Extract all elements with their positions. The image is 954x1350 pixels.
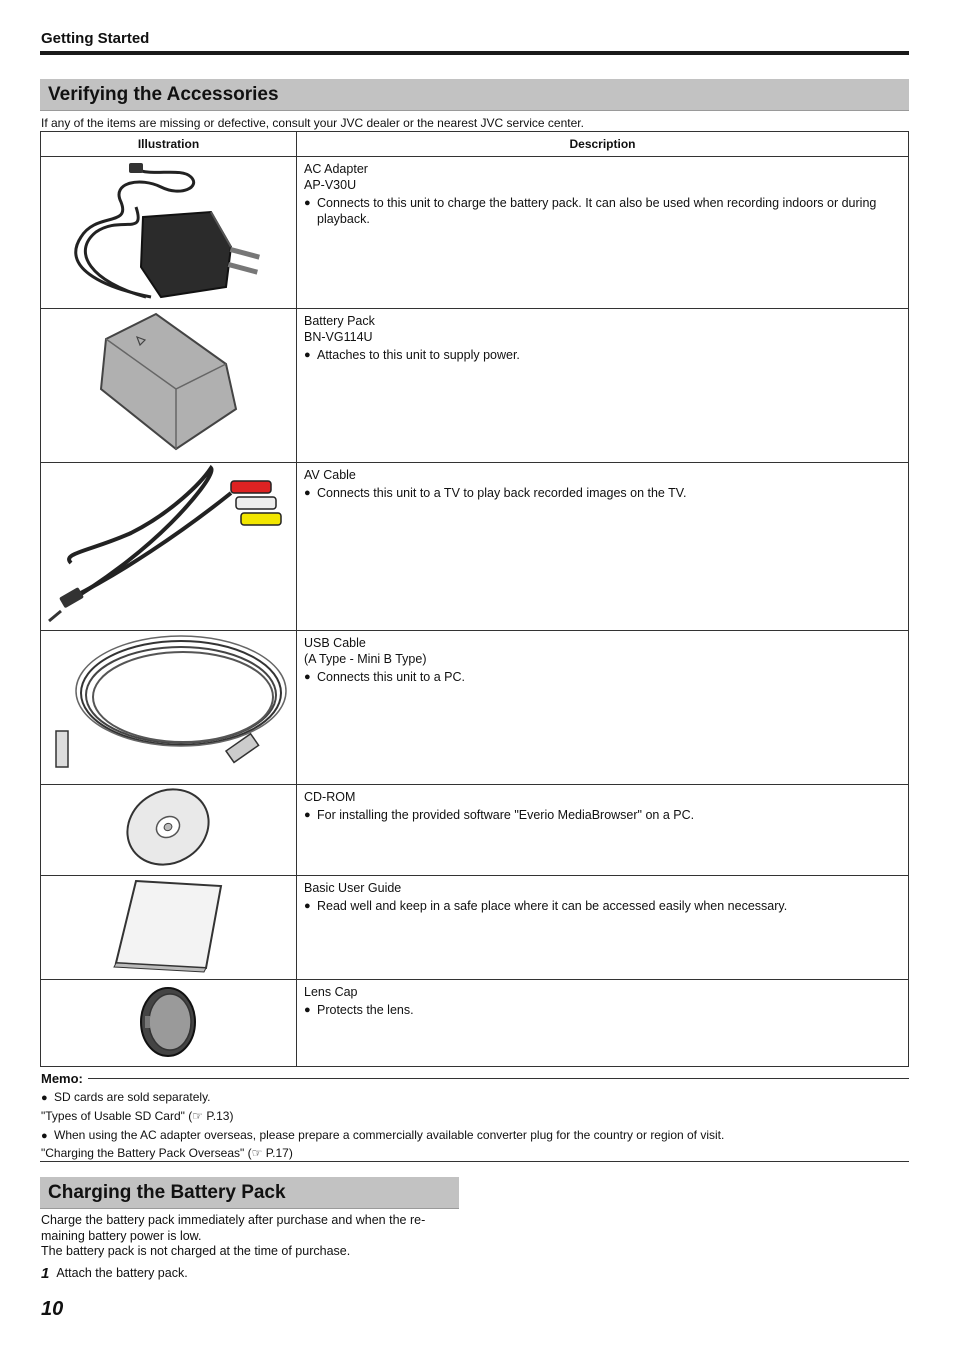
bullet-icon: ● [304, 197, 311, 209]
illustration-cell [41, 309, 297, 463]
item-bullet [304, 1002, 901, 1018]
item-name: Basic User Guide [304, 881, 402, 895]
header-rule [40, 51, 909, 55]
memo-link-charging-overseas[interactable]: "Charging the Battery Pack Overseas" (☞ P.17) [41, 1146, 293, 1160]
column-header-description: Description [297, 132, 909, 157]
usb-cable-icon [41, 631, 296, 785]
table-row [41, 876, 909, 980]
description-cell [297, 876, 909, 980]
step-text: Attach the battery pack. [56, 1266, 188, 1280]
illustration-cell [41, 785, 297, 876]
paragraph-line: maining battery power is low. [41, 1228, 202, 1243]
bullet-icon: ● [304, 487, 311, 499]
lens-cap-icon [41, 980, 296, 1067]
item-bullet [304, 669, 901, 685]
memo-title: Memo: [41, 1071, 83, 1086]
page-number: 10 [41, 1298, 64, 1320]
table-header-row [41, 132, 909, 157]
illustration-cell [41, 876, 297, 980]
memo-divider [88, 1078, 909, 1079]
bullet-text: Connects to this unit to charge the battery pack. It can also be used when recording indoors or during playback. [317, 196, 877, 226]
step-number: 1 [41, 1265, 50, 1282]
cd-rom-icon [41, 785, 296, 876]
description-cell [297, 309, 909, 463]
table-row [41, 631, 909, 785]
table-row [41, 980, 909, 1067]
memo-bullet-text: SD cards are sold separately. [54, 1090, 211, 1104]
bullet-text: Protects the lens. [317, 1003, 414, 1017]
item-model: AP-V30U [304, 178, 357, 192]
description-cell [297, 631, 909, 785]
item-bullet [304, 347, 901, 363]
item-model: (A Type - Mini B Type) [304, 652, 427, 666]
memo-bullet [41, 1090, 211, 1104]
illustration-cell [41, 631, 297, 785]
item-name: Battery Pack [304, 314, 375, 328]
bullet-icon: ● [41, 1130, 48, 1142]
description-cell [297, 463, 909, 631]
bullet-text: For installing the provided software "Everio MediaBrowser" on a PC. [317, 808, 695, 822]
accessories-table [40, 131, 909, 1067]
section-title-text: Verifying the Accessories [48, 83, 279, 105]
section-title-charging [40, 1177, 459, 1209]
item-name: CD-ROM [304, 790, 356, 804]
bullet-icon: ● [304, 349, 311, 361]
av-cable-icon [41, 463, 296, 631]
description-cell [297, 980, 909, 1067]
ac-adapter-icon [41, 157, 296, 309]
item-name: AV Cable [304, 468, 356, 482]
table-row [41, 785, 909, 876]
section-title-accessories [40, 79, 909, 111]
illustration-cell [41, 463, 297, 631]
illustration-cell [41, 980, 297, 1067]
bullet-text: Read well and keep in a safe place where it can be accessed easily when necessary. [317, 899, 788, 913]
memo-link-sd-card[interactable]: "Types of Usable SD Card" (☞ P.13) [41, 1109, 234, 1123]
charging-paragraph [41, 1213, 461, 1260]
memo-bullet-text: When using the AC adapter overseas, please prepare a commercially available converter plug for the country or region of visit. [54, 1128, 725, 1142]
bullet-icon: ● [41, 1092, 48, 1104]
description-cell [297, 157, 909, 309]
bullet-icon: ● [304, 1004, 311, 1016]
item-model: BN-VG114U [304, 330, 373, 344]
item-bullet [304, 807, 901, 823]
memo-bullet [41, 1128, 724, 1142]
column-header-illustration: Illustration [41, 132, 297, 157]
item-bullet [304, 485, 901, 501]
bullet-icon: ● [304, 671, 311, 683]
item-name: USB Cable [304, 636, 366, 650]
table-row [41, 463, 909, 631]
bullet-text: Connects this unit to a PC. [317, 670, 465, 684]
paragraph-line: Charge the battery pack immediately after purchase and when the re- [41, 1213, 426, 1227]
paragraph-line: The battery pack is not charged at the time of purchase. [41, 1244, 351, 1258]
bullet-icon: ● [304, 900, 311, 912]
bullet-text: Attaches to this unit to supply power. [317, 348, 520, 362]
memo-divider [40, 1161, 909, 1162]
item-name: AC Adapter [304, 162, 368, 176]
intro-text: If any of the items are missing or defective, consult your JVC dealer or the nearest JVC service center. [41, 116, 584, 130]
table-row [41, 157, 909, 309]
illustration-cell [41, 157, 297, 309]
bullet-text: Connects this unit to a TV to play back recorded images on the TV. [317, 486, 687, 500]
step-item [41, 1266, 461, 1282]
section-title-text: Charging the Battery Pack [48, 1181, 286, 1203]
user-guide-icon [41, 876, 296, 980]
table-row [41, 309, 909, 463]
item-name: Lens Cap [304, 985, 358, 999]
item-bullet [304, 195, 901, 227]
battery-pack-icon [41, 309, 296, 463]
item-bullet [304, 898, 901, 914]
bullet-icon: ● [304, 809, 311, 821]
description-cell [297, 785, 909, 876]
page-section-header: Getting Started [41, 30, 150, 47]
